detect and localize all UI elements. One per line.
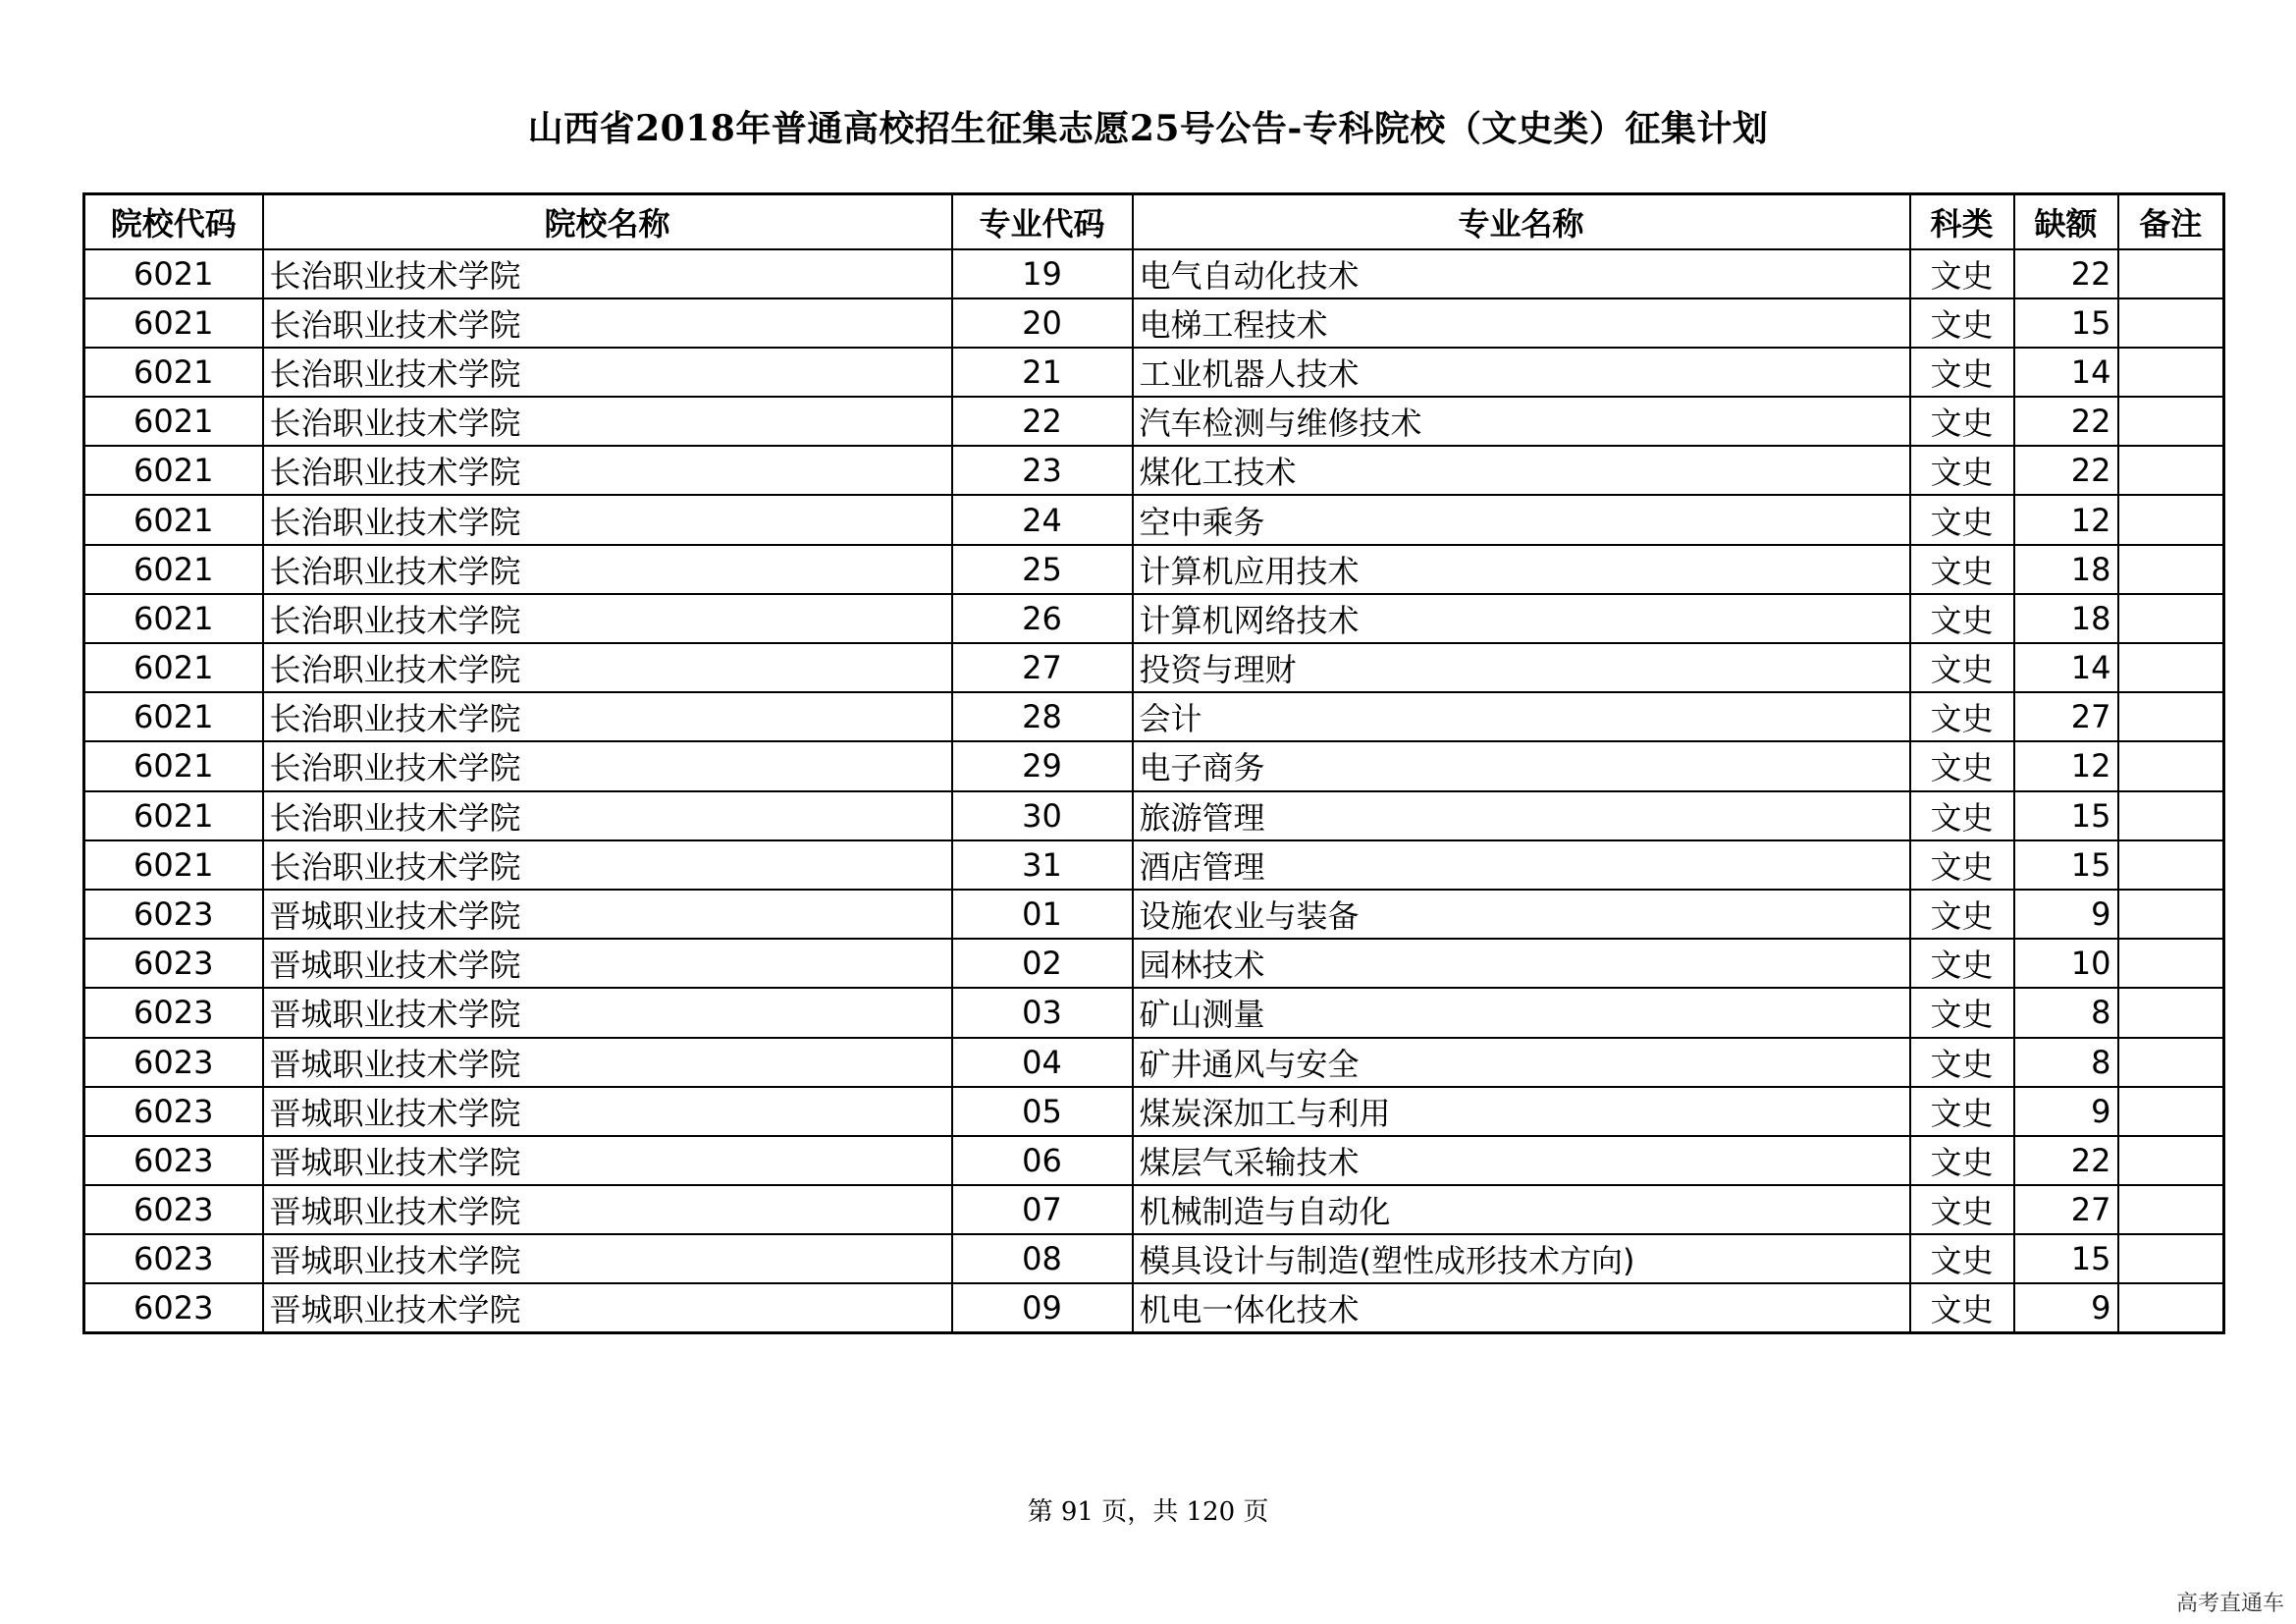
cell-major-code: 21: [952, 348, 1133, 397]
table-row: [84, 643, 2224, 692]
cell-category: 文史: [1910, 692, 2014, 741]
cell-school-code: 6021: [84, 741, 263, 790]
cell-school-code: 6021: [84, 348, 263, 397]
cell-major-name: 酒店管理: [1133, 840, 1910, 890]
table-row: [84, 594, 2224, 643]
table-row: [84, 988, 2224, 1037]
cell-school-name: 晋城职业技术学院: [263, 1136, 952, 1185]
cell-major-name: 投资与理财: [1133, 643, 1910, 692]
table-row: [84, 298, 2224, 348]
cell-vacancy: 14: [2014, 643, 2118, 692]
cell-remarks: [2118, 1087, 2224, 1136]
cell-category: 文史: [1910, 1038, 2014, 1087]
table-row: [84, 397, 2224, 446]
cell-category: 文史: [1910, 348, 2014, 397]
table-row: [84, 1087, 2224, 1136]
table-row: [84, 741, 2224, 790]
cell-school-code: 6021: [84, 249, 263, 298]
cell-major-name: 旅游管理: [1133, 791, 1910, 840]
cell-major-name: 矿山测量: [1133, 988, 1910, 1037]
cell-major-name: 汽车检测与维修技术: [1133, 397, 1910, 446]
cell-major-name: 电梯工程技术: [1133, 298, 1910, 348]
table-row: [84, 545, 2224, 594]
cell-remarks: [2118, 939, 2224, 988]
cell-major-code: 02: [952, 939, 1133, 988]
cell-vacancy: 12: [2014, 741, 2118, 790]
table-row: [84, 692, 2224, 741]
cell-school-name: 长治职业技术学院: [263, 495, 952, 544]
cell-vacancy: 18: [2014, 594, 2118, 643]
cell-vacancy: 22: [2014, 446, 2118, 495]
cell-school-code: 6021: [84, 840, 263, 890]
cell-category: 文史: [1910, 594, 2014, 643]
cell-school-code: 6023: [84, 1283, 263, 1332]
cell-remarks: [2118, 495, 2224, 544]
cell-remarks: [2118, 840, 2224, 890]
cell-school-code: 6023: [84, 1038, 263, 1087]
plan-table: [82, 192, 2225, 1334]
cell-major-name: 煤化工技术: [1133, 446, 1910, 495]
cell-school-name: 晋城职业技术学院: [263, 939, 952, 988]
cell-school-name: 晋城职业技术学院: [263, 1038, 952, 1087]
cell-remarks: [2118, 348, 2224, 397]
cell-school-code: 6021: [84, 643, 263, 692]
cell-category: 文史: [1910, 1283, 2014, 1332]
cell-major-code: 06: [952, 1136, 1133, 1185]
cell-vacancy: 12: [2014, 495, 2118, 544]
cell-remarks: [2118, 741, 2224, 790]
cell-major-name: 机械制造与自动化: [1133, 1185, 1910, 1234]
cell-school-code: 6023: [84, 1136, 263, 1185]
cell-remarks: [2118, 397, 2224, 446]
table-row: [84, 495, 2224, 544]
cell-school-code: 6021: [84, 692, 263, 741]
cell-major-name: 机电一体化技术: [1133, 1283, 1910, 1332]
header-school-name: 院校名称: [263, 194, 952, 249]
cell-remarks: [2118, 1234, 2224, 1283]
table-row: [84, 791, 2224, 840]
cell-remarks: [2118, 446, 2224, 495]
table-row: [84, 446, 2224, 495]
cell-major-code: 19: [952, 249, 1133, 298]
cell-school-code: 6021: [84, 791, 263, 840]
cell-remarks: [2118, 545, 2224, 594]
cell-school-code: 6021: [84, 446, 263, 495]
cell-vacancy: 22: [2014, 1136, 2118, 1185]
cell-vacancy: 27: [2014, 692, 2118, 741]
cell-major-code: 22: [952, 397, 1133, 446]
cell-school-name: 长治职业技术学院: [263, 643, 952, 692]
cell-school-name: 长治职业技术学院: [263, 446, 952, 495]
cell-vacancy: 14: [2014, 348, 2118, 397]
cell-remarks: [2118, 1038, 2224, 1087]
cell-vacancy: 27: [2014, 1185, 2118, 1234]
cell-major-name: 空中乘务: [1133, 495, 1910, 544]
cell-remarks: [2118, 249, 2224, 298]
cell-category: 文史: [1910, 890, 2014, 939]
header-major-code: 专业代码: [952, 194, 1133, 249]
cell-school-name: 晋城职业技术学院: [263, 890, 952, 939]
table-row: [84, 249, 2224, 298]
cell-major-code: 26: [952, 594, 1133, 643]
cell-category: 文史: [1910, 446, 2014, 495]
cell-school-code: 6021: [84, 397, 263, 446]
cell-major-code: 01: [952, 890, 1133, 939]
cell-major-name: 工业机器人技术: [1133, 348, 1910, 397]
cell-school-code: 6023: [84, 1234, 263, 1283]
cell-category: 文史: [1910, 298, 2014, 348]
cell-category: 文史: [1910, 1136, 2014, 1185]
cell-category: 文史: [1910, 1087, 2014, 1136]
cell-school-name: 晋城职业技术学院: [263, 1234, 952, 1283]
page-number: 第 91 页，共 120 页: [1027, 1497, 1269, 1527]
header-school-code: 院校代码: [84, 194, 263, 249]
cell-major-name: 电子商务: [1133, 741, 1910, 790]
cell-major-code: 29: [952, 741, 1133, 790]
cell-school-code: 6021: [84, 545, 263, 594]
cell-major-code: 03: [952, 988, 1133, 1037]
cell-major-name: 计算机网络技术: [1133, 594, 1910, 643]
cell-major-code: 28: [952, 692, 1133, 741]
cell-school-code: 6021: [84, 298, 263, 348]
table-row: [84, 939, 2224, 988]
cell-remarks: [2118, 692, 2224, 741]
cell-remarks: [2118, 988, 2224, 1037]
cell-vacancy: 22: [2014, 397, 2118, 446]
cell-school-name: 长治职业技术学院: [263, 348, 952, 397]
cell-vacancy: 8: [2014, 988, 2118, 1037]
cell-major-name: 模具设计与制造(塑性成形技术方向): [1133, 1234, 1910, 1283]
cell-school-code: 6023: [84, 1087, 263, 1136]
table-row: [84, 1038, 2224, 1087]
cell-school-name: 长治职业技术学院: [263, 545, 952, 594]
cell-category: 文史: [1910, 545, 2014, 594]
cell-major-name: 矿井通风与安全: [1133, 1038, 1910, 1087]
cell-vacancy: 9: [2014, 890, 2118, 939]
table-row: [84, 1185, 2224, 1234]
table-row: [84, 348, 2224, 397]
cell-major-name: 计算机应用技术: [1133, 545, 1910, 594]
table-row: [84, 1136, 2224, 1185]
cell-major-code: 05: [952, 1087, 1133, 1136]
cell-major-code: 23: [952, 446, 1133, 495]
cell-school-name: 长治职业技术学院: [263, 840, 952, 890]
cell-major-name: 会计: [1133, 692, 1910, 741]
cell-school-code: 6021: [84, 495, 263, 544]
header-remarks: 备注: [2118, 194, 2224, 249]
cell-vacancy: 9: [2014, 1283, 2118, 1332]
document-title: 山西省2018年普通高校招生征集志愿25号公告-专科院校（文史类）征集计划: [527, 108, 1769, 149]
cell-major-code: 04: [952, 1038, 1133, 1087]
cell-remarks: [2118, 594, 2224, 643]
cell-school-name: 长治职业技术学院: [263, 594, 952, 643]
cell-major-code: 07: [952, 1185, 1133, 1234]
header-major-name: 专业名称: [1133, 194, 1910, 249]
cell-remarks: [2118, 791, 2224, 840]
cell-remarks: [2118, 890, 2224, 939]
cell-vacancy: 10: [2014, 939, 2118, 988]
cell-category: 文史: [1910, 791, 2014, 840]
watermark-text: 高考直通车: [2175, 1592, 2284, 1616]
cell-school-code: 6023: [84, 1185, 263, 1234]
cell-school-name: 长治职业技术学院: [263, 298, 952, 348]
table-row: [84, 1234, 2224, 1283]
cell-category: 文史: [1910, 988, 2014, 1037]
table-row: [84, 1283, 2224, 1332]
cell-school-code: 6021: [84, 594, 263, 643]
cell-school-code: 6023: [84, 890, 263, 939]
cell-school-code: 6023: [84, 939, 263, 988]
cell-category: 文史: [1910, 249, 2014, 298]
table-body: [84, 249, 2224, 1333]
cell-school-name: 晋城职业技术学院: [263, 1087, 952, 1136]
cell-remarks: [2118, 1283, 2224, 1332]
cell-major-name: 煤炭深加工与利用: [1133, 1087, 1910, 1136]
cell-major-name: 电气自动化技术: [1133, 249, 1910, 298]
cell-major-code: 30: [952, 791, 1133, 840]
cell-vacancy: 8: [2014, 1038, 2118, 1087]
table-row: [84, 840, 2224, 890]
cell-vacancy: 9: [2014, 1087, 2118, 1136]
cell-school-name: 晋城职业技术学院: [263, 1283, 952, 1332]
cell-category: 文史: [1910, 939, 2014, 988]
header-category: 科类: [1910, 194, 2014, 249]
header-vacancy: 缺额: [2014, 194, 2118, 249]
cell-remarks: [2118, 298, 2224, 348]
cell-school-name: 晋城职业技术学院: [263, 1185, 952, 1234]
cell-category: 文史: [1910, 495, 2014, 544]
cell-school-name: 长治职业技术学院: [263, 791, 952, 840]
cell-major-name: 设施农业与装备: [1133, 890, 1910, 939]
cell-school-name: 长治职业技术学院: [263, 397, 952, 446]
cell-school-code: 6023: [84, 988, 263, 1037]
cell-category: 文史: [1910, 840, 2014, 890]
cell-school-name: 长治职业技术学院: [263, 741, 952, 790]
cell-major-code: 31: [952, 840, 1133, 890]
cell-major-code: 09: [952, 1283, 1133, 1332]
cell-vacancy: 15: [2014, 840, 2118, 890]
cell-vacancy: 15: [2014, 1234, 2118, 1283]
cell-remarks: [2118, 1185, 2224, 1234]
cell-major-code: 24: [952, 495, 1133, 544]
cell-school-name: 长治职业技术学院: [263, 692, 952, 741]
cell-remarks: [2118, 643, 2224, 692]
cell-school-name: 长治职业技术学院: [263, 249, 952, 298]
cell-vacancy: 15: [2014, 791, 2118, 840]
cell-major-code: 25: [952, 545, 1133, 594]
cell-major-name: 园林技术: [1133, 939, 1910, 988]
cell-vacancy: 15: [2014, 298, 2118, 348]
cell-major-code: 27: [952, 643, 1133, 692]
cell-category: 文史: [1910, 1185, 2014, 1234]
cell-vacancy: 18: [2014, 545, 2118, 594]
cell-remarks: [2118, 1136, 2224, 1185]
cell-vacancy: 22: [2014, 249, 2118, 298]
cell-category: 文史: [1910, 397, 2014, 446]
cell-major-name: 煤层气采输技术: [1133, 1136, 1910, 1185]
cell-school-name: 晋城职业技术学院: [263, 988, 952, 1037]
cell-category: 文史: [1910, 643, 2014, 692]
table-header-row: [84, 194, 2224, 249]
cell-category: 文史: [1910, 741, 2014, 790]
cell-major-code: 20: [952, 298, 1133, 348]
cell-major-code: 08: [952, 1234, 1133, 1283]
cell-category: 文史: [1910, 1234, 2014, 1283]
table-row: [84, 890, 2224, 939]
